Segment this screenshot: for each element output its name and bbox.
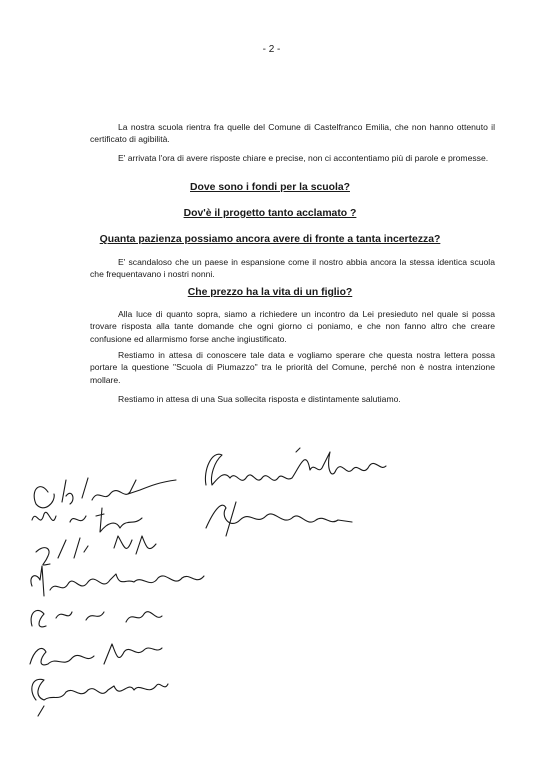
paragraph-scandaloso: E' scandaloso che un paese in espansione come il nostro abbia ancora la stessa identica scuola che frequentavano i nostri nonni. [90, 257, 495, 280]
signature-right-line1 [205, 452, 386, 485]
heading-prezzo: Che prezzo ha la vita di un figlio? [187, 287, 353, 298]
paragraph-risposte: E' arrivata l'ora di avere risposte chiare e precise, non ci accontentiamo più di parole e promesse. [118, 153, 489, 163]
signature-left-4 [31, 566, 204, 596]
page-number: - 2 - [262, 44, 281, 55]
signature-left-3 [36, 536, 156, 565]
signature-left-2 [32, 508, 142, 532]
heading-pazienza: Quanta pazienza possiamo ancora avere di fronte a tanta incertezza? [99, 234, 441, 245]
signature-left-1 [34, 478, 176, 508]
signature-left-5 [31, 610, 162, 627]
signature-left-6 [30, 644, 162, 665]
heading-fondi: Dove sono i fondi per la scuola? [190, 182, 350, 193]
paragraph-incontro: Alla luce di quanto sopra, siamo a richiedere un incontro da Lei presieduto nel quale si possa trovare risposta alla tante domande che ogni giorno ci poniamo, e che non fanno altro che creare confusione ed allarmismo forse anche ingiustificato. [90, 309, 495, 344]
paragraph-attesa-data: Restiamo in attesa di conoscere tale data e vogliamo sperare che questa nostra lettera possa portare la questione "Scuola di Piumazzo" tra le priorità del Comune, perché non è nostra intenzione mollare. [90, 350, 495, 385]
heading-progetto: Dov'è il progetto tanto acclamato ? [183, 208, 357, 219]
paragraph-agibilita: La nostra scuola rientra fra quelle del Comune di Castelfranco Emilia, che non hanno ottenuto il certificato di agibilità. [90, 122, 495, 145]
signature-right-line2 [206, 505, 352, 528]
paragraph-saluti: Restiamo in attesa di una Sua sollecita risposta e distintamente salutiamo. [118, 394, 401, 404]
signature-left-7 [32, 679, 168, 700]
